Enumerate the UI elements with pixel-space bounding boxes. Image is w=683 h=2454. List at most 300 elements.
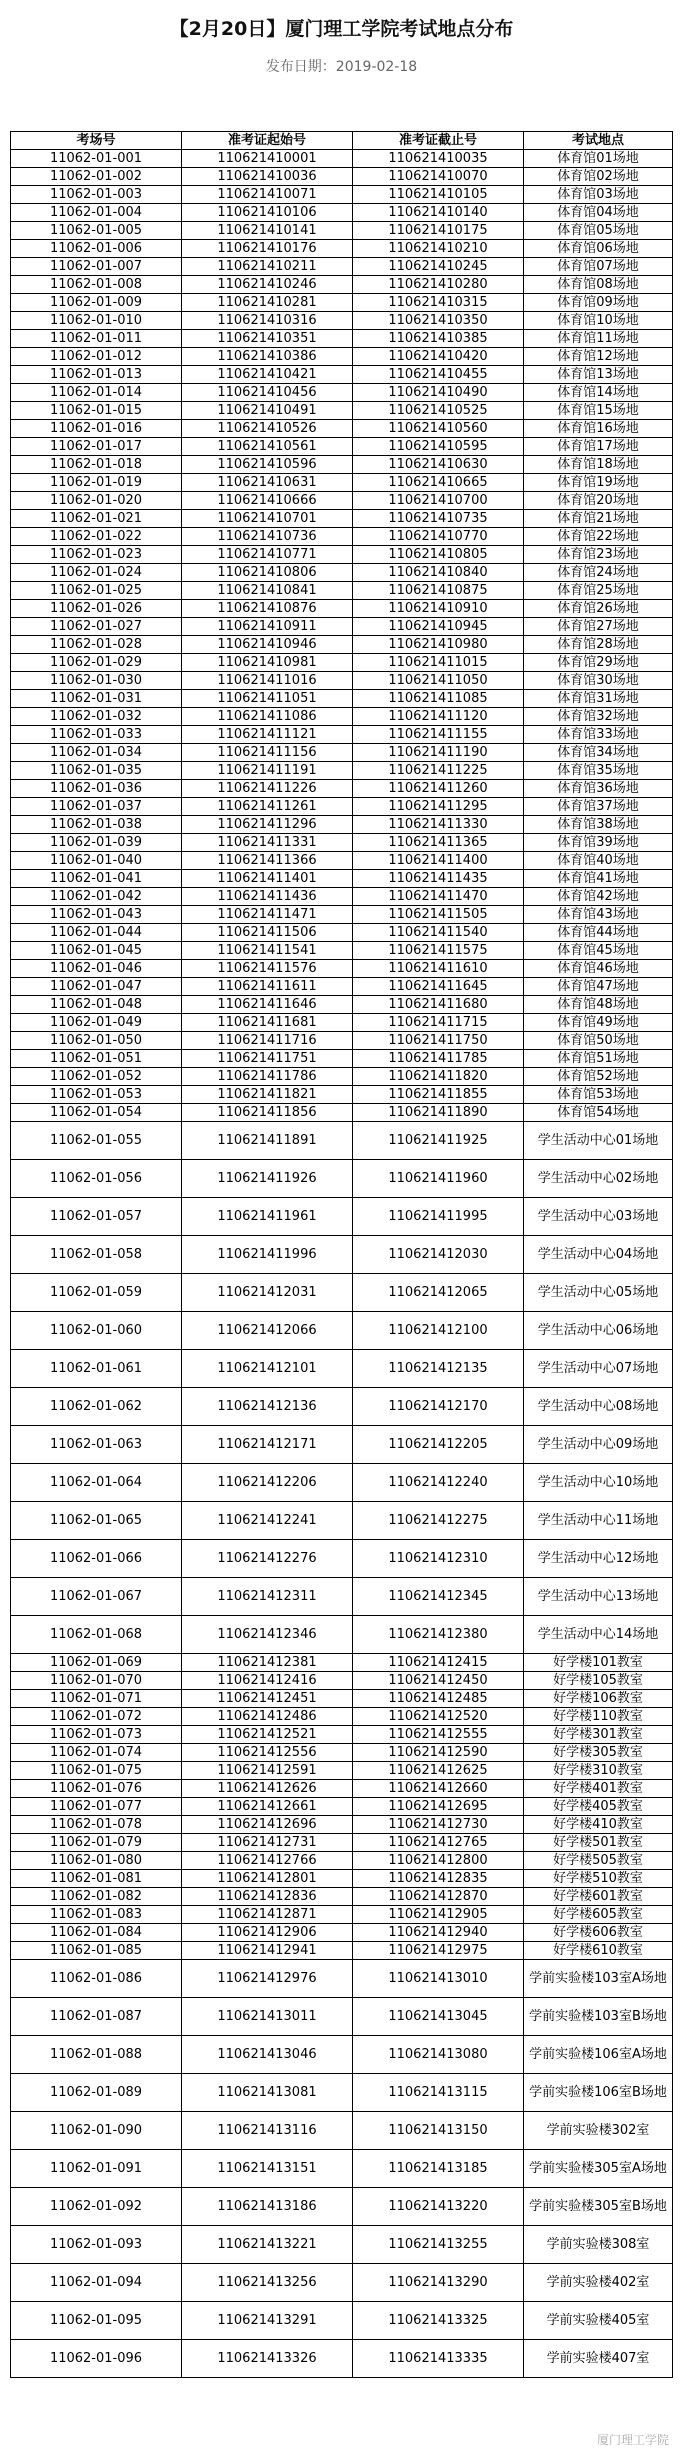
cell-location: 体育馆48场地 xyxy=(524,996,673,1014)
table-row xyxy=(11,402,673,420)
cell-room-no: 11062-01-030 xyxy=(11,672,182,690)
table-row xyxy=(11,1726,673,1744)
cell-ticket-end: 110621410945 xyxy=(353,618,524,636)
cell-ticket-end: 110621412625 xyxy=(353,1762,524,1780)
cell-room-no: 11062-01-046 xyxy=(11,960,182,978)
cell-location: 好学楼301教室 xyxy=(524,1726,673,1744)
cell-ticket-start: 110621413291 xyxy=(182,2302,353,2340)
cell-location: 体育馆38场地 xyxy=(524,816,673,834)
table-row xyxy=(11,276,673,294)
cell-room-no: 11062-01-048 xyxy=(11,996,182,1014)
cell-room-no: 11062-01-058 xyxy=(11,1236,182,1274)
cell-room-no: 11062-01-053 xyxy=(11,1086,182,1104)
table-row xyxy=(11,1834,673,1852)
cell-ticket-start: 110621411926 xyxy=(182,1160,353,1198)
cell-location: 学生活动中心07场地 xyxy=(524,1350,673,1388)
cell-location: 体育馆24场地 xyxy=(524,564,673,582)
cell-location: 好学楼501教室 xyxy=(524,1834,673,1852)
cell-room-no: 11062-01-083 xyxy=(11,1906,182,1924)
cell-location: 体育馆45场地 xyxy=(524,942,673,960)
cell-ticket-start: 110621412696 xyxy=(182,1816,353,1834)
cell-room-no: 11062-01-091 xyxy=(11,2150,182,2188)
cell-ticket-start: 110621412906 xyxy=(182,1924,353,1942)
cell-location: 体育馆53场地 xyxy=(524,1086,673,1104)
cell-ticket-start: 110621412171 xyxy=(182,1426,353,1464)
cell-location: 体育馆41场地 xyxy=(524,870,673,888)
cell-location: 学生活动中心01场地 xyxy=(524,1122,673,1160)
table-row xyxy=(11,1708,673,1726)
cell-ticket-end: 110621413115 xyxy=(353,2074,524,2112)
cell-location: 体育馆15场地 xyxy=(524,402,673,420)
table-header xyxy=(11,132,673,150)
cell-location: 好学楼605教室 xyxy=(524,1906,673,1924)
cell-ticket-end: 110621411960 xyxy=(353,1160,524,1198)
cell-ticket-start: 110621411086 xyxy=(182,708,353,726)
cell-ticket-end: 110621412275 xyxy=(353,1502,524,1540)
cell-ticket-end: 110621410805 xyxy=(353,546,524,564)
cell-location: 学前实验楼106室B场地 xyxy=(524,2074,673,2112)
table-row xyxy=(11,1870,673,1888)
cell-location: 体育馆44场地 xyxy=(524,924,673,942)
table-row xyxy=(11,1198,673,1236)
cell-ticket-start: 110621411856 xyxy=(182,1104,353,1122)
cell-ticket-start: 110621413186 xyxy=(182,2188,353,2226)
cell-location: 好学楼110教室 xyxy=(524,1708,673,1726)
cell-location: 体育馆23场地 xyxy=(524,546,673,564)
cell-location: 体育馆08场地 xyxy=(524,276,673,294)
cell-ticket-end: 110621411435 xyxy=(353,870,524,888)
cell-ticket-start: 110621413221 xyxy=(182,2226,353,2264)
cell-room-no: 11062-01-059 xyxy=(11,1274,182,1312)
table-row xyxy=(11,2302,673,2340)
cell-ticket-start: 110621412276 xyxy=(182,1540,353,1578)
cell-ticket-end: 110621412765 xyxy=(353,1834,524,1852)
cell-ticket-end: 110621411785 xyxy=(353,1050,524,1068)
cell-location: 学生活动中心10场地 xyxy=(524,1464,673,1502)
cell-room-no: 11062-01-042 xyxy=(11,888,182,906)
cell-room-no: 11062-01-075 xyxy=(11,1762,182,1780)
cell-room-no: 11062-01-051 xyxy=(11,1050,182,1068)
cell-location: 好学楼405教室 xyxy=(524,1798,673,1816)
cell-ticket-end: 110621411015 xyxy=(353,654,524,672)
table-row xyxy=(11,618,673,636)
table-row xyxy=(11,1816,673,1834)
table-row xyxy=(11,1274,673,1312)
cell-room-no: 11062-01-081 xyxy=(11,1870,182,1888)
cell-room-no: 11062-01-035 xyxy=(11,762,182,780)
cell-room-no: 11062-01-017 xyxy=(11,438,182,456)
header-row xyxy=(11,132,673,150)
cell-ticket-end: 110621410245 xyxy=(353,258,524,276)
cell-ticket-start: 110621411191 xyxy=(182,762,353,780)
cell-room-no: 11062-01-045 xyxy=(11,942,182,960)
cell-location: 学前实验楼402室 xyxy=(524,2264,673,2302)
cell-ticket-end: 110621411260 xyxy=(353,780,524,798)
cell-room-no: 11062-01-015 xyxy=(11,402,182,420)
cell-ticket-end: 110621413080 xyxy=(353,2036,524,2074)
cell-location: 好学楼105教室 xyxy=(524,1672,673,1690)
table-row xyxy=(11,2074,673,2112)
cell-ticket-end: 110621412590 xyxy=(353,1744,524,1762)
cell-ticket-end: 110621412345 xyxy=(353,1578,524,1616)
table-row xyxy=(11,1780,673,1798)
cell-location: 体育馆02场地 xyxy=(524,168,673,186)
cell-ticket-start: 110621412766 xyxy=(182,1852,353,1870)
cell-ticket-end: 110621411645 xyxy=(353,978,524,996)
cell-room-no: 11062-01-022 xyxy=(11,528,182,546)
table-row xyxy=(11,186,673,204)
cell-location: 好学楼505教室 xyxy=(524,1852,673,1870)
cell-ticket-end: 110621411505 xyxy=(353,906,524,924)
cell-ticket-start: 110621411961 xyxy=(182,1198,353,1236)
cell-ticket-start: 110621410526 xyxy=(182,420,353,438)
table-row xyxy=(11,2188,673,2226)
cell-room-no: 11062-01-028 xyxy=(11,636,182,654)
cell-ticket-start: 110621410876 xyxy=(182,600,353,618)
table-row xyxy=(11,1122,673,1160)
cell-location: 学生活动中心06场地 xyxy=(524,1312,673,1350)
cell-ticket-start: 110621411331 xyxy=(182,834,353,852)
cell-ticket-start: 110621412031 xyxy=(182,1274,353,1312)
table-row xyxy=(11,1744,673,1762)
cell-ticket-end: 110621413290 xyxy=(353,2264,524,2302)
cell-ticket-start: 110621410176 xyxy=(182,240,353,258)
table-row xyxy=(11,1852,673,1870)
cell-ticket-start: 110621413151 xyxy=(182,2150,353,2188)
cell-room-no: 11062-01-047 xyxy=(11,978,182,996)
cell-ticket-start: 110621413116 xyxy=(182,2112,353,2150)
cell-room-no: 11062-01-004 xyxy=(11,204,182,222)
cell-ticket-end: 110621410735 xyxy=(353,510,524,528)
cell-ticket-start: 110621411296 xyxy=(182,816,353,834)
cell-ticket-start: 110621411261 xyxy=(182,798,353,816)
cell-room-no: 11062-01-089 xyxy=(11,2074,182,2112)
cell-ticket-end: 110621410770 xyxy=(353,528,524,546)
cell-ticket-start: 110621410736 xyxy=(182,528,353,546)
cell-ticket-end: 110621411575 xyxy=(353,942,524,960)
cell-ticket-end: 110621413255 xyxy=(353,2226,524,2264)
cell-ticket-start: 110621411401 xyxy=(182,870,353,888)
table-row xyxy=(11,996,673,1014)
cell-location: 好学楼510教室 xyxy=(524,1870,673,1888)
table-row xyxy=(11,1654,673,1672)
cell-ticket-start: 110621411156 xyxy=(182,744,353,762)
cell-ticket-end: 110621410420 xyxy=(353,348,524,366)
cell-ticket-start: 110621411506 xyxy=(182,924,353,942)
cell-location: 体育馆22场地 xyxy=(524,528,673,546)
table-row xyxy=(11,474,673,492)
cell-location: 体育馆03场地 xyxy=(524,186,673,204)
cell-ticket-start: 110621411226 xyxy=(182,780,353,798)
cell-ticket-start: 110621411611 xyxy=(182,978,353,996)
cell-ticket-start: 110621411821 xyxy=(182,1086,353,1104)
cell-ticket-start: 110621412626 xyxy=(182,1780,353,1798)
cell-ticket-end: 110621413185 xyxy=(353,2150,524,2188)
cell-ticket-end: 110621412485 xyxy=(353,1690,524,1708)
cell-location: 学前实验楼103室A场地 xyxy=(524,1960,673,1998)
cell-location: 体育馆12场地 xyxy=(524,348,673,366)
cell-ticket-start: 110621410561 xyxy=(182,438,353,456)
cell-location: 好学楼606教室 xyxy=(524,1924,673,1942)
table-row xyxy=(11,1942,673,1960)
cell-ticket-start: 110621412941 xyxy=(182,1942,353,1960)
cell-ticket-start: 110621411541 xyxy=(182,942,353,960)
cell-room-no: 11062-01-034 xyxy=(11,744,182,762)
cell-ticket-start: 110621411051 xyxy=(182,690,353,708)
cell-ticket-start: 110621411436 xyxy=(182,888,353,906)
cell-location: 体育馆40场地 xyxy=(524,852,673,870)
cell-ticket-end: 110621411155 xyxy=(353,726,524,744)
table-row xyxy=(11,240,673,258)
cell-room-no: 11062-01-026 xyxy=(11,600,182,618)
cell-room-no: 11062-01-071 xyxy=(11,1690,182,1708)
cell-ticket-start: 110621412416 xyxy=(182,1672,353,1690)
cell-ticket-start: 110621410491 xyxy=(182,402,353,420)
cell-ticket-end: 110621411610 xyxy=(353,960,524,978)
cell-ticket-start: 110621410351 xyxy=(182,330,353,348)
table-row xyxy=(11,726,673,744)
cell-room-no: 11062-01-061 xyxy=(11,1350,182,1388)
cell-room-no: 11062-01-033 xyxy=(11,726,182,744)
cell-room-no: 11062-01-087 xyxy=(11,1998,182,2036)
cell-location: 体育馆54场地 xyxy=(524,1104,673,1122)
header-location: 考试地点 xyxy=(524,132,673,150)
cell-ticket-start: 110621410071 xyxy=(182,186,353,204)
table-row xyxy=(11,1014,673,1032)
cell-location: 体育馆34场地 xyxy=(524,744,673,762)
cell-ticket-end: 110621413220 xyxy=(353,2188,524,2226)
cell-room-no: 11062-01-080 xyxy=(11,1852,182,1870)
cell-room-no: 11062-01-094 xyxy=(11,2264,182,2302)
cell-ticket-start: 110621410456 xyxy=(182,384,353,402)
cell-ticket-end: 110621412380 xyxy=(353,1616,524,1654)
cell-location: 学生活动中心04场地 xyxy=(524,1236,673,1274)
cell-ticket-end: 110621410280 xyxy=(353,276,524,294)
cell-ticket-start: 110621412206 xyxy=(182,1464,353,1502)
cell-ticket-start: 110621410771 xyxy=(182,546,353,564)
cell-ticket-end: 110621410980 xyxy=(353,636,524,654)
cell-location: 体育馆52场地 xyxy=(524,1068,673,1086)
cell-room-no: 11062-01-055 xyxy=(11,1122,182,1160)
cell-room-no: 11062-01-068 xyxy=(11,1616,182,1654)
cell-location: 体育馆35场地 xyxy=(524,762,673,780)
cell-ticket-end: 110621410840 xyxy=(353,564,524,582)
cell-ticket-end: 110621412800 xyxy=(353,1852,524,1870)
cell-room-no: 11062-01-003 xyxy=(11,186,182,204)
cell-location: 体育馆13场地 xyxy=(524,366,673,384)
cell-ticket-end: 110621411855 xyxy=(353,1086,524,1104)
cell-location: 好学楼410教室 xyxy=(524,1816,673,1834)
cell-room-no: 11062-01-010 xyxy=(11,312,182,330)
cell-ticket-end: 110621411680 xyxy=(353,996,524,1014)
table-row xyxy=(11,1690,673,1708)
table-row xyxy=(11,1050,673,1068)
cell-room-no: 11062-01-050 xyxy=(11,1032,182,1050)
cell-location: 体育馆51场地 xyxy=(524,1050,673,1068)
cell-ticket-start: 110621412066 xyxy=(182,1312,353,1350)
cell-location: 体育馆39场地 xyxy=(524,834,673,852)
cell-ticket-end: 110621412310 xyxy=(353,1540,524,1578)
cell-ticket-start: 110621410246 xyxy=(182,276,353,294)
table-row xyxy=(11,762,673,780)
table-row xyxy=(11,960,673,978)
cell-ticket-end: 110621411295 xyxy=(353,798,524,816)
table-row xyxy=(11,816,673,834)
cell-ticket-end: 110621413045 xyxy=(353,1998,524,2036)
table-row xyxy=(11,258,673,276)
cell-ticket-end: 110621413335 xyxy=(353,2340,524,2378)
table-row xyxy=(11,1464,673,1502)
table-row xyxy=(11,294,673,312)
cell-room-no: 11062-01-013 xyxy=(11,366,182,384)
cell-location: 学生活动中心13场地 xyxy=(524,1578,673,1616)
cell-ticket-end: 110621411190 xyxy=(353,744,524,762)
cell-ticket-end: 110621411085 xyxy=(353,690,524,708)
cell-ticket-start: 110621413326 xyxy=(182,2340,353,2378)
cell-room-no: 11062-01-067 xyxy=(11,1578,182,1616)
cell-ticket-start: 110621410211 xyxy=(182,258,353,276)
table-row xyxy=(11,492,673,510)
exam-location-table-container xyxy=(10,131,672,2378)
cell-room-no: 11062-01-057 xyxy=(11,1198,182,1236)
cell-ticket-end: 110621410210 xyxy=(353,240,524,258)
cell-ticket-start: 110621412801 xyxy=(182,1870,353,1888)
cell-ticket-end: 110621412205 xyxy=(353,1426,524,1464)
cell-location: 好学楼305教室 xyxy=(524,1744,673,1762)
cell-location: 体育馆32场地 xyxy=(524,708,673,726)
table-row xyxy=(11,1998,673,2036)
cell-ticket-end: 110621411330 xyxy=(353,816,524,834)
cell-ticket-end: 110621410910 xyxy=(353,600,524,618)
cell-location: 体育馆19场地 xyxy=(524,474,673,492)
cell-room-no: 11062-01-044 xyxy=(11,924,182,942)
cell-ticket-start: 110621412486 xyxy=(182,1708,353,1726)
cell-room-no: 11062-01-076 xyxy=(11,1780,182,1798)
cell-ticket-start: 110621412556 xyxy=(182,1744,353,1762)
table-row xyxy=(11,1906,673,1924)
cell-ticket-end: 110621411120 xyxy=(353,708,524,726)
cell-location: 体育馆05场地 xyxy=(524,222,673,240)
table-row xyxy=(11,690,673,708)
table-row xyxy=(11,1236,673,1274)
table-row xyxy=(11,942,673,960)
table-row xyxy=(11,1960,673,1998)
cell-location: 体育馆50场地 xyxy=(524,1032,673,1050)
cell-ticket-end: 110621410175 xyxy=(353,222,524,240)
cell-location: 体育馆46场地 xyxy=(524,960,673,978)
table-row xyxy=(11,870,673,888)
cell-ticket-end: 110621411225 xyxy=(353,762,524,780)
cell-room-no: 11062-01-085 xyxy=(11,1942,182,1960)
cell-ticket-start: 110621410666 xyxy=(182,492,353,510)
cell-location: 学前实验楼405室 xyxy=(524,2302,673,2340)
cell-location: 好学楼106教室 xyxy=(524,1690,673,1708)
cell-room-no: 11062-01-054 xyxy=(11,1104,182,1122)
table-row xyxy=(11,906,673,924)
cell-ticket-end: 110621412170 xyxy=(353,1388,524,1426)
table-row xyxy=(11,2150,673,2188)
cell-ticket-start: 110621411471 xyxy=(182,906,353,924)
cell-location: 学前实验楼103室B场地 xyxy=(524,1998,673,2036)
cell-room-no: 11062-01-036 xyxy=(11,780,182,798)
table-body xyxy=(11,150,673,2378)
cell-room-no: 11062-01-025 xyxy=(11,582,182,600)
cell-location: 体育馆28场地 xyxy=(524,636,673,654)
cell-ticket-end: 110621412065 xyxy=(353,1274,524,1312)
cell-ticket-start: 110621410806 xyxy=(182,564,353,582)
cell-ticket-start: 110621413046 xyxy=(182,2036,353,2074)
table-row xyxy=(11,888,673,906)
cell-location: 体育馆26场地 xyxy=(524,600,673,618)
cell-room-no: 11062-01-039 xyxy=(11,834,182,852)
cell-room-no: 11062-01-070 xyxy=(11,1672,182,1690)
cell-ticket-end: 110621411365 xyxy=(353,834,524,852)
cell-room-no: 11062-01-041 xyxy=(11,870,182,888)
table-row xyxy=(11,510,673,528)
table-row xyxy=(11,1104,673,1122)
watermark: 厦门理工学院 xyxy=(596,2433,669,2447)
cell-location: 学前实验楼106室A场地 xyxy=(524,2036,673,2074)
table-row xyxy=(11,600,673,618)
cell-room-no: 11062-01-093 xyxy=(11,2226,182,2264)
cell-ticket-start: 110621410316 xyxy=(182,312,353,330)
cell-location: 体育馆27场地 xyxy=(524,618,673,636)
cell-location: 体育馆29场地 xyxy=(524,654,673,672)
cell-location: 体育馆37场地 xyxy=(524,798,673,816)
cell-room-no: 11062-01-086 xyxy=(11,1960,182,1998)
header-room-no: 考场号 xyxy=(11,132,182,150)
cell-ticket-start: 110621410841 xyxy=(182,582,353,600)
cell-room-no: 11062-01-062 xyxy=(11,1388,182,1426)
table-row xyxy=(11,834,673,852)
cell-room-no: 11062-01-069 xyxy=(11,1654,182,1672)
cell-ticket-start: 110621412661 xyxy=(182,1798,353,1816)
cell-room-no: 11062-01-038 xyxy=(11,816,182,834)
cell-ticket-start: 110621410386 xyxy=(182,348,353,366)
cell-ticket-start: 110621413011 xyxy=(182,1998,353,2036)
cell-room-no: 11062-01-021 xyxy=(11,510,182,528)
table-row xyxy=(11,708,673,726)
cell-location: 体育馆17场地 xyxy=(524,438,673,456)
cell-ticket-end: 110621411820 xyxy=(353,1068,524,1086)
table-row xyxy=(11,672,673,690)
table-row xyxy=(11,420,673,438)
cell-location: 学生活动中心02场地 xyxy=(524,1160,673,1198)
cell-ticket-end: 110621412905 xyxy=(353,1906,524,1924)
cell-room-no: 11062-01-014 xyxy=(11,384,182,402)
table-row xyxy=(11,2340,673,2378)
cell-ticket-start: 110621410036 xyxy=(182,168,353,186)
cell-room-no: 11062-01-027 xyxy=(11,618,182,636)
table-row xyxy=(11,978,673,996)
cell-ticket-start: 110621412591 xyxy=(182,1762,353,1780)
cell-location: 学前实验楼407室 xyxy=(524,2340,673,2378)
table-row xyxy=(11,1068,673,1086)
cell-ticket-end: 110621410070 xyxy=(353,168,524,186)
table-row xyxy=(11,438,673,456)
table-row xyxy=(11,528,673,546)
cell-ticket-end: 110621412100 xyxy=(353,1312,524,1350)
cell-ticket-start: 110621412346 xyxy=(182,1616,353,1654)
cell-ticket-start: 110621410141 xyxy=(182,222,353,240)
cell-location: 体育馆21场地 xyxy=(524,510,673,528)
cell-ticket-end: 110621410315 xyxy=(353,294,524,312)
cell-ticket-end: 110621410105 xyxy=(353,186,524,204)
cell-room-no: 11062-01-037 xyxy=(11,798,182,816)
table-row xyxy=(11,384,673,402)
cell-room-no: 11062-01-077 xyxy=(11,1798,182,1816)
cell-ticket-end: 110621410140 xyxy=(353,204,524,222)
